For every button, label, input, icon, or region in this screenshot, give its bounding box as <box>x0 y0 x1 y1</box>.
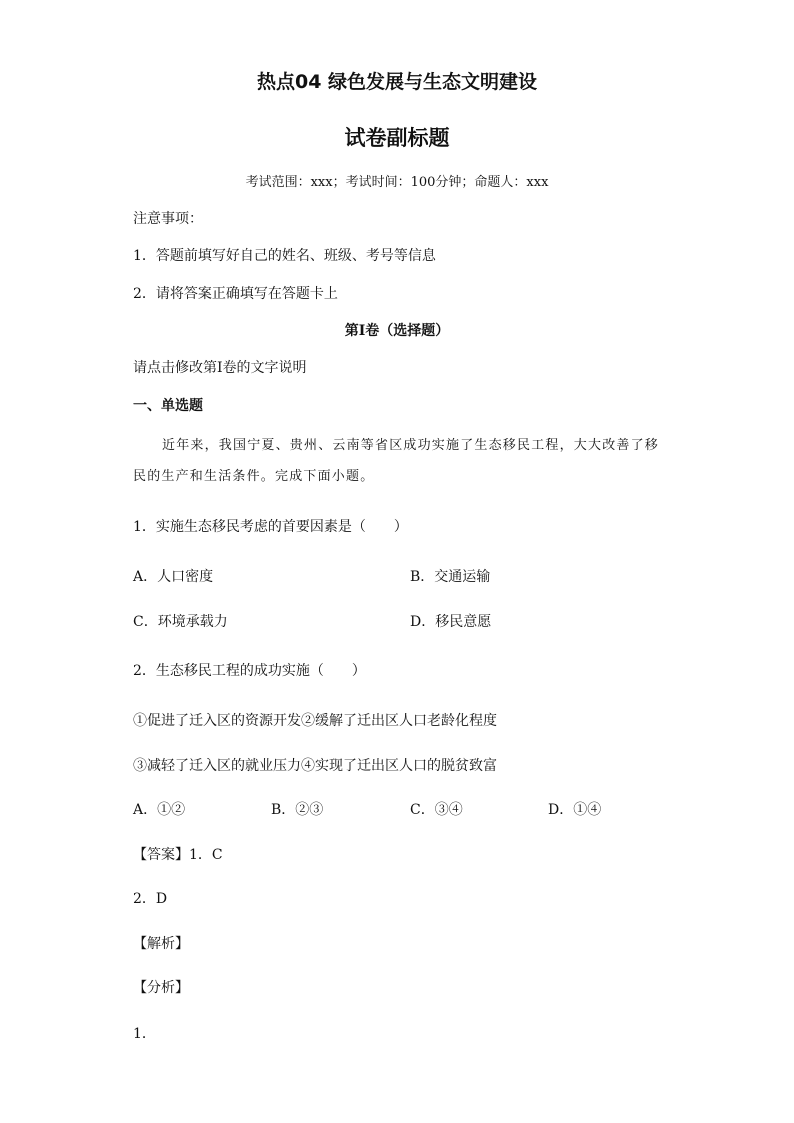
exam-info: 考试范围：xxx；考试时间：100分钟；命题人：xxx <box>245 175 549 190</box>
document-title: 热点04 绿色发展与生态文明建设 <box>256 71 538 93</box>
question-1-option-d: D．移民意愿 <box>410 614 492 630</box>
document-subtitle: 试卷副标题 <box>344 126 450 150</box>
notice-heading: 注意事项： <box>133 211 203 227</box>
analysis-heading: 【解析】 <box>133 936 189 952</box>
question-1-option-a: A．人口密度 <box>133 569 214 585</box>
answer-line-1: 【答案】1．C <box>133 847 223 863</box>
question-2-option-b: B．②③ <box>271 802 324 818</box>
question-2-option-a: A．①② <box>133 802 186 818</box>
notice-item-2: 2．请将答案正确填写在答题卡上 <box>133 286 338 302</box>
question-2-option-c: C．③④ <box>410 802 463 818</box>
question-1-option-c: C．环境承载力 <box>133 614 228 630</box>
question-2-stem: 2．生态移民工程的成功实施（ ） <box>133 663 366 679</box>
passage-line-1: 近年来，我国宁夏、贵州、云南等省区成功实施了生态移民工程，大大改善了移 <box>162 438 660 453</box>
passage-line-2: 民的生产和生活条件。完成下面小题。 <box>133 469 375 484</box>
section-heading: 一、单选题 <box>133 398 203 414</box>
volume-description: 请点击修改第I卷的文字说明 <box>133 360 307 376</box>
answer-line-2: 2．D <box>133 891 168 907</box>
question-2-option-d: D．①④ <box>548 802 602 818</box>
question-2-statement-2: ③减轻了迁入区的就业压力④实现了迁出区人口的脱贫致富 <box>133 758 497 774</box>
question-2-statement-1: ①促进了迁入区的资源开发②缓解了迁出区人口老龄化程度 <box>133 713 497 729</box>
question-1-stem: 1．实施生态移民考虑的首要因素是（ ） <box>133 519 408 535</box>
volume-title: 第I卷（选择题） <box>344 323 450 339</box>
question-1-option-b: B．交通运输 <box>410 569 491 585</box>
analysis-item-1: 1． <box>133 1026 156 1042</box>
notice-item-1: 1．答题前填写好自己的姓名、班级、考号等信息 <box>133 248 436 264</box>
analysis-sub-heading: 【分析】 <box>133 980 189 996</box>
